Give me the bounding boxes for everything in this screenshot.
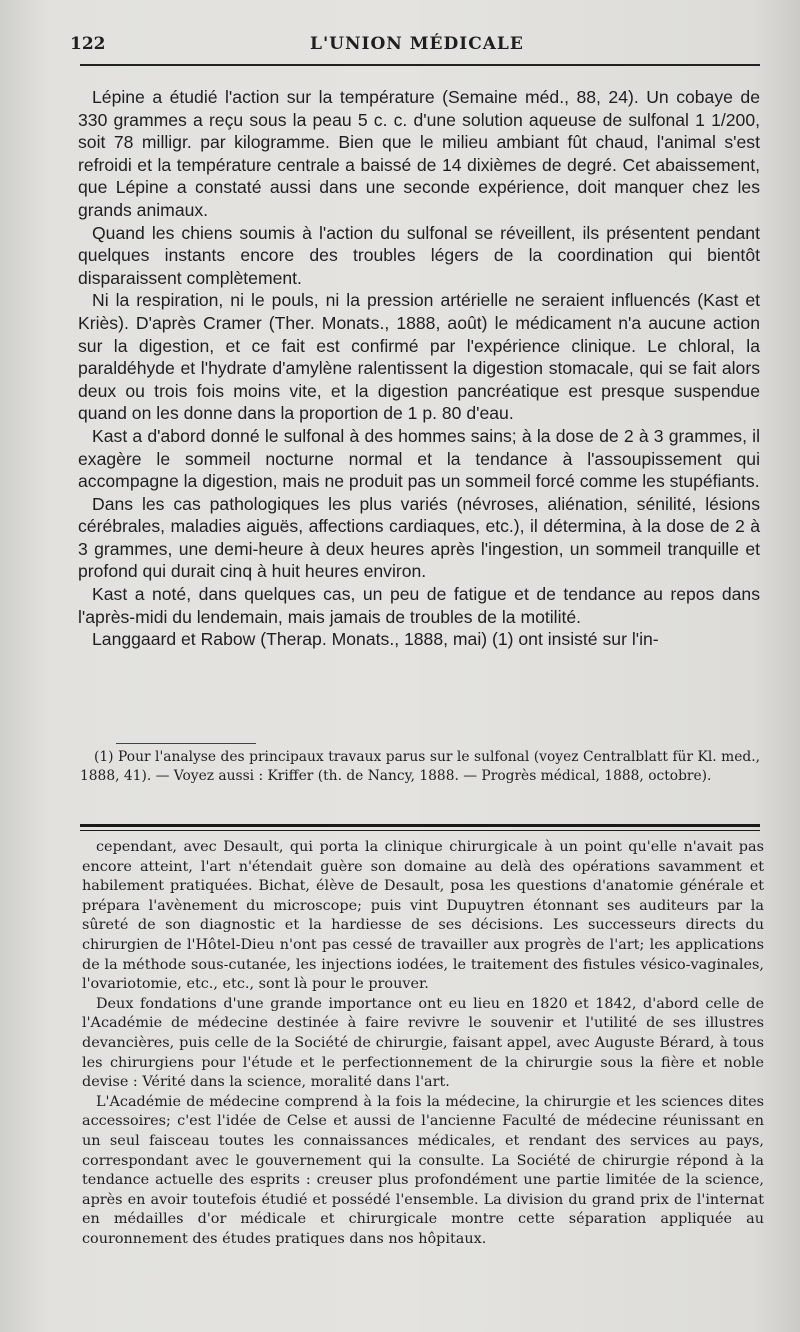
feuilleton-section — [82, 838, 764, 1249]
page-number: 122 — [70, 34, 106, 54]
feuilleton-paragraph: cependant, avec Desault, qui porta la clinique chirurgicale à un point qu'elle n'avait pas encore atteint, l'art n'étendait guère son domaine au delà des opérations savamment et habilement pratiquées. Bichat, élève de Desault, posa les questions d'anatomie générale et prépara l'avènement du microscope; puis vint Dupuytren étonnant ses auditeurs par la sûreté de son diagnostic et la hardiesse de ses décisions. Les successeurs directs du chirurgien de l'Hôtel-Dieu n'ont pas cessé de travailler aux progrès de l'art; les applications de la méthode sous-cutanée, les injections iodées, le traitement des fistules vésico-vaginales, l'ovariotomie, etc., etc., sont là pour le prouver. — [82, 839, 764, 993]
footnote-text: (1) Pour l'analyse des principaux travaux parus sur le sulfonal (voyez Centralblatt für Kl. med., 1888, 41). — Voyez aussi : Kriffer (th. de Nancy, 1888. — Progrès médical, 1888, octobre). — [80, 749, 760, 784]
feuilleton-separator-thick — [80, 824, 760, 827]
body-paragraph: Langgaard et Rabow (Therap. Monats., 1888, mai) (1) ont insisté sur l'in- — [92, 629, 659, 650]
body-paragraph: Dans les cas pathologiques les plus variés (névroses, aliénation, sénilité, lésions cérébrales, maladies aiguës, affections cardiaques, etc.), il détermina, à la dose de 2 à 3 grammes, une demi-heure à deux heures après l'ingestion, un sommeil tranquille et profond qui durait cinq à huit heures environ. — [78, 493, 760, 582]
body-paragraph: Ni la respiration, ni le pouls, ni la pression artérielle ne seraient influencés (Kast et Kriès). D'après Cramer (Ther. Monats., 1888, août) le médicament n'a aucune action sur la digestion, et ce fait est confirmé par l'expérience clinique. Le chloral, la paraldéhyde et l'hydrate d'amylène ralentissent la digestion stomacale, qui se fait alors deux ou trois fois moins vite, et la digestion pancréatique est presque suspendue quand on les donne dans la proportion de 1 p. 80 d'eau. — [78, 290, 760, 424]
body-paragraph: Kast a noté, dans quelques cas, un peu de fatigue et de tendance au repos dans l'après-midi du lendemain, mais jamais de troubles de la motilité. — [78, 584, 760, 627]
main-article — [78, 86, 760, 651]
page-header — [70, 34, 760, 60]
body-paragraph: Quand les chiens soumis à l'action du sulfonal se réveillent, ils présentent pendant quelques instants encore des troubles légers de la coordination qui bientôt disparaissent complètement. — [78, 222, 760, 288]
feuilleton-paragraph: L'Académie de médecine comprend à la fois la médecine, la chirurgie et les sciences dites accessoires; c'est l'idée de Celse et aussi de l'ancienne Faculté de médecine réunissant en un seul faisceau toutes les connaissances médicales, et rendant des services au pays, correspondant avec le gouvernement qui la consulte. La Société de chirurgie répond à la tendance actuelle des esprits : creuser plus profondément une partie limitée de la science, après en avoir toutefois étudié et possédé l'ensemble. La division du grand prix de l'internat en médailles d'or médicale et chirurgicale montre cette séparation appliquée au couronnement des études pratiques dans nos hôpitaux. — [82, 1093, 764, 1247]
running-title: L'UNION MÉDICALE — [310, 34, 524, 54]
footnote-rule — [116, 743, 256, 744]
header-rule — [80, 64, 760, 66]
footnote — [80, 748, 760, 786]
feuilleton-paragraph: Deux fondations d'une grande importance ont eu lieu en 1820 et 1842, d'abord celle de l'Académie de médecine destinée à faire revivre le souvenir et l'utilité de ses illustres devancières, puis celle de la Société de chirurgie, faisant appel, avec Auguste Bérard, à tous les chirurgiens pour l'étude et le perfectionnement de la chirurgie sous la fière et noble devise : Vérité dans la science, moralité dans l'art. — [82, 995, 764, 1091]
body-paragraph: Kast a d'abord donné le sulfonal à des hommes sains; à la dose de 2 à 3 grammes, il exagère le sommeil nocturne normal et la tendance à l'assoupissement qui accompagne la digestion, mais ne produit pas un sommeil forcé comme les stupéfiants. — [78, 425, 760, 492]
body-paragraph: Lépine a étudié l'action sur la température (Semaine méd., 88, 24). Un cobaye de 330 grammes a reçu sous la peau 5 c. c. d'une solution aqueuse de sulfonal 1 1/200, soit 78 milligr. par kilogramme. Bien que le milieu ambiant fût chaud, l'animal s'est refroidi et la température centrale a baissé de 14 dixièmes de degré. Cet abaissement, que Lépine a constaté aussi dans une seconde expérience, doit manquer chez les grands animaux. — [78, 87, 760, 220]
feuilleton-separator-thin — [80, 830, 760, 831]
